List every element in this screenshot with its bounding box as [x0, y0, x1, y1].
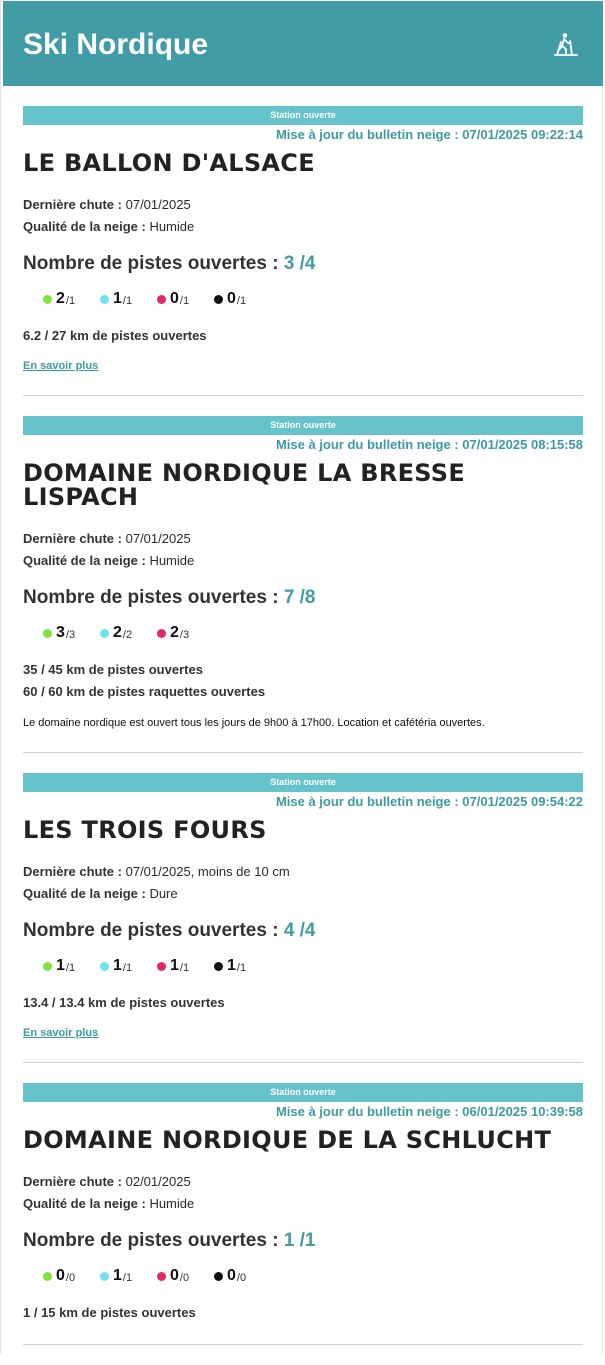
snow-quality-value: Dure	[149, 886, 178, 901]
trail-total-count: /1	[122, 961, 133, 974]
trail-open-count: 1	[56, 957, 65, 974]
more-info-link[interactable]: En savoir plus	[23, 360, 99, 372]
trail-green	[43, 957, 100, 975]
trail-difficulty-list	[23, 623, 583, 643]
station-card	[23, 1083, 583, 1345]
station-info	[23, 528, 583, 572]
blue-dot-icon	[100, 629, 109, 638]
trail-total-count: /3	[179, 628, 190, 641]
trail-total-count: /1	[236, 294, 247, 307]
blue-dot-icon	[100, 962, 109, 971]
blue-dot-icon	[100, 1272, 109, 1281]
red-dot-icon	[157, 1272, 166, 1281]
last-snowfall-row	[23, 1171, 583, 1193]
snow-quality-row	[23, 216, 583, 238]
trail-open-count: 2	[170, 624, 179, 641]
trail-total-count: /1	[122, 294, 133, 307]
km-open-line: 60 / 60 km de pistes raquettes ouvertes	[23, 684, 266, 699]
snow-quality-row	[23, 883, 583, 905]
station-name: LES TROIS FOURS	[23, 816, 267, 844]
trail-difficulty-list	[23, 1266, 583, 1286]
trail-black	[214, 957, 271, 975]
open-trails-heading	[23, 252, 583, 276]
more-info-link[interactable]: En savoir plus	[23, 1027, 99, 1039]
spacer	[23, 374, 583, 395]
station-card	[23, 416, 583, 753]
trail-black	[214, 1267, 271, 1285]
last-snowfall-label: Dernière chute :	[23, 864, 122, 879]
snow-quality-value: Humide	[149, 1196, 195, 1211]
open-trails-label: Nombre de pistes ouvertes :	[23, 253, 279, 274]
trail-black	[214, 290, 271, 308]
open-trails-heading	[23, 919, 583, 943]
trail-total-count: /0	[236, 1271, 247, 1284]
last-snowfall-value: 07/01/2025	[125, 531, 191, 546]
last-snowfall-label: Dernière chute :	[23, 1174, 122, 1189]
spacer	[23, 730, 583, 752]
cross-country-skier-icon[interactable]	[553, 31, 581, 59]
station-info	[23, 194, 583, 238]
station-status-bar: Station ouverte	[23, 1083, 583, 1102]
open-trails-count: 7 /8	[283, 587, 316, 608]
trail-red	[157, 624, 214, 642]
trail-red	[157, 1267, 214, 1285]
last-snowfall-value: 02/01/2025	[125, 1174, 191, 1189]
trail-open-count: 1	[113, 957, 122, 974]
station-status-bar: Station ouverte	[23, 773, 583, 792]
trail-open-count: 0	[170, 1267, 179, 1284]
trail-difficulty-list	[23, 956, 583, 976]
snow-quality-label: Qualité de la neige :	[23, 219, 146, 234]
trail-total-count: /1	[179, 961, 190, 974]
snow-quality-value: Humide	[149, 219, 195, 234]
station-list	[23, 106, 583, 1365]
station-name: DOMAINE NORDIQUE DE LA SCHLUCHT	[23, 1126, 552, 1154]
snow-quality-label: Qualité de la neige :	[23, 886, 146, 901]
bulletin-update-time: Mise à jour du bulletin neige : 07/01/2025 09:22:14	[275, 127, 583, 142]
black-dot-icon	[214, 295, 223, 304]
station-name: LE BALLON D'ALSACE	[23, 149, 315, 177]
last-snowfall-row	[23, 528, 583, 550]
spacer	[23, 1324, 583, 1344]
trail-open-count: 0	[170, 290, 179, 307]
trail-open-count: 1	[113, 290, 122, 307]
station-card	[23, 773, 583, 1063]
app-header	[3, 1, 603, 86]
station-name: DOMAINE NORDIQUE LA BRESSE LISPACH	[23, 459, 466, 511]
trail-total-count: /1	[65, 294, 76, 307]
last-snowfall-row	[23, 861, 583, 883]
km-open-line: 13.4 / 13.4 km de pistes ouvertes	[23, 995, 225, 1010]
trail-red	[157, 957, 214, 975]
open-trails-count: 3 /4	[283, 253, 316, 274]
snow-quality-label: Qualité de la neige :	[23, 1196, 146, 1211]
km-open-line: 1 / 15 km de pistes ouvertes	[23, 1305, 196, 1320]
km-open-summary	[23, 659, 583, 703]
open-trails-count: 1 /1	[283, 1230, 316, 1251]
last-snowfall-row	[23, 194, 583, 216]
station-card	[23, 106, 583, 396]
spacer	[23, 1041, 583, 1062]
trail-open-count: 1	[227, 957, 236, 974]
open-trails-count: 4 /4	[283, 920, 316, 941]
trail-open-count: 1	[170, 957, 179, 974]
station-info	[23, 861, 583, 905]
km-open-line: 35 / 45 km de pistes ouvertes	[23, 662, 203, 677]
trail-open-count: 0	[56, 1267, 65, 1284]
red-dot-icon	[157, 295, 166, 304]
km-open-summary	[23, 1302, 583, 1324]
trail-total-count: /1	[236, 961, 247, 974]
trail-open-count: 2	[56, 290, 65, 307]
trail-green	[43, 1267, 100, 1285]
trail-total-count: /0	[179, 1271, 190, 1284]
open-trails-label: Nombre de pistes ouvertes :	[23, 920, 279, 941]
trail-green	[43, 290, 100, 308]
open-trails-label: Nombre de pistes ouvertes :	[23, 587, 279, 608]
black-dot-icon	[214, 1272, 223, 1281]
green-dot-icon	[43, 295, 52, 304]
km-open-line: 6.2 / 27 km de pistes ouvertes	[23, 328, 207, 343]
trail-green	[43, 624, 100, 642]
bulletin-update-time: Mise à jour du bulletin neige : 06/01/2025 10:39:58	[275, 1104, 583, 1119]
red-dot-icon	[157, 962, 166, 971]
station-status-bar: Station ouverte	[23, 416, 583, 435]
station-note: Le domaine nordique est ouvert tous les jours de 9h00 à 17h00. Location et cafétéria ouvertes.	[23, 717, 485, 729]
last-snowfall-label: Dernière chute :	[23, 197, 122, 212]
km-open-summary	[23, 992, 583, 1014]
last-snowfall-value: 07/01/2025	[125, 197, 191, 212]
black-dot-icon	[214, 962, 223, 971]
station-info	[23, 1171, 583, 1215]
trail-total-count: /2	[122, 628, 133, 641]
trail-open-count: 1	[113, 1267, 122, 1284]
trail-total-count: /1	[122, 1271, 133, 1284]
bulletin-update-time: Mise à jour du bulletin neige : 07/01/2025 09:54:22	[275, 794, 583, 809]
open-trails-heading	[23, 1229, 583, 1253]
station-status-bar: Station ouverte	[23, 106, 583, 125]
open-trails-label: Nombre de pistes ouvertes :	[23, 1230, 279, 1251]
green-dot-icon	[43, 1272, 52, 1281]
snow-quality-label: Qualité de la neige :	[23, 553, 146, 568]
snow-quality-value: Humide	[149, 553, 195, 568]
green-dot-icon	[43, 629, 52, 638]
trail-open-count: 0	[227, 290, 236, 307]
last-snowfall-label: Dernière chute :	[23, 531, 122, 546]
green-dot-icon	[43, 962, 52, 971]
trail-total-count: /1	[179, 294, 190, 307]
red-dot-icon	[157, 629, 166, 638]
last-snowfall-value: 07/01/2025, moins de 10 cm	[125, 864, 290, 879]
trail-open-count: 2	[113, 624, 122, 641]
trail-red	[157, 290, 214, 308]
trail-blue	[100, 1267, 157, 1285]
blue-dot-icon	[100, 295, 109, 304]
trail-total-count: /3	[65, 628, 76, 641]
trail-total-count: /1	[65, 961, 76, 974]
snow-quality-row	[23, 1193, 583, 1215]
trail-total-count: /0	[65, 1271, 76, 1284]
trail-open-count: 3	[56, 624, 65, 641]
trail-blue	[100, 957, 157, 975]
snow-quality-row	[23, 550, 583, 572]
trail-blue	[100, 290, 157, 308]
trail-open-count: 0	[227, 1267, 236, 1284]
km-open-summary	[23, 325, 583, 347]
trail-blue	[100, 624, 157, 642]
app-title: Ski Nordique	[23, 28, 209, 61]
trail-difficulty-list	[23, 289, 583, 309]
open-trails-heading	[23, 586, 583, 610]
bulletin-update-time: Mise à jour du bulletin neige : 07/01/2025 08:15:58	[275, 437, 583, 452]
